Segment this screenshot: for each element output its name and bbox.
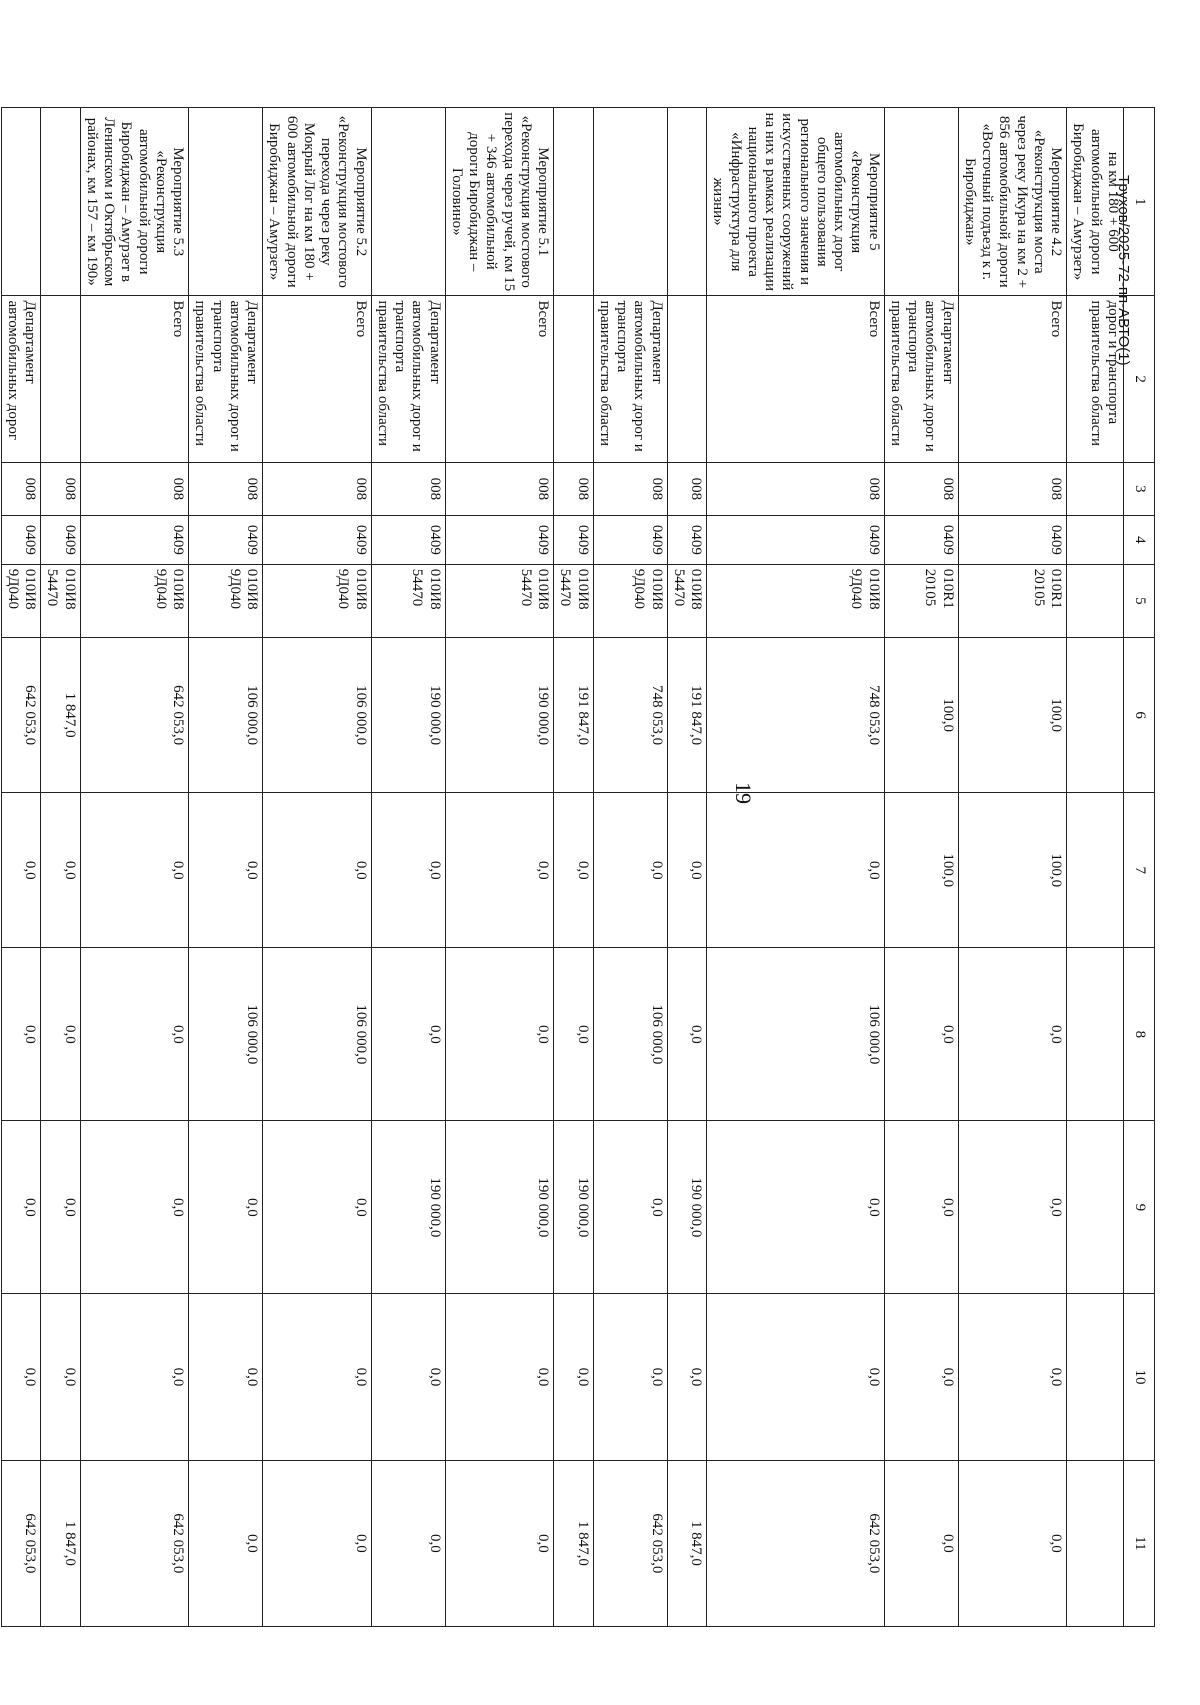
table-cell-col-10: 0,0 <box>1 1294 41 1460</box>
table-row <box>884 108 958 1627</box>
table-cell-col-2: Департамент автомобильных дорог и транспорта правительства области <box>371 296 445 462</box>
budget-table <box>1 107 1155 1627</box>
table-cell-col-4: 0409 <box>41 516 81 565</box>
table-cell-col-10: 0,0 <box>958 1294 1067 1460</box>
table-cell-col-5 <box>1067 564 1124 637</box>
table-cell-col-9: 0,0 <box>189 1121 263 1294</box>
table-cell-col-9: 0,0 <box>958 1121 1067 1294</box>
table-cell-col-2: дорог и транспорта правительства области <box>1067 296 1124 462</box>
table-cell-col-3: 008 <box>958 462 1067 515</box>
table-cell-col-10: 0,0 <box>884 1294 958 1460</box>
table-cell-col-6: 748 053,0 <box>707 637 885 792</box>
page-number: 19 <box>731 782 756 804</box>
table-cell-col-10: 0,0 <box>667 1294 707 1460</box>
table-cell-col-2: Всего <box>80 296 189 462</box>
table-cell-col-4: 0409 <box>667 516 707 565</box>
table-cell-col-10: 0,0 <box>554 1294 594 1460</box>
table-cell-col-11 <box>1067 1460 1124 1626</box>
table-cell-col-4: 0409 <box>80 516 189 565</box>
table-cell-col-2: Департамент автомобильных дорог и транспорта правительства области <box>593 296 667 462</box>
table-cell-col-2: Всего <box>445 296 554 462</box>
table-row <box>445 108 554 1627</box>
table-cell-col-5: 010И8 9Д040 <box>593 564 667 637</box>
table-cell-col-9: 190 000,0 <box>554 1121 594 1294</box>
table-cell-col-6: 100,0 <box>884 637 958 792</box>
table-cell-col-8: 106 000,0 <box>707 948 885 1121</box>
table-cell-col-5: 010И8 54470 <box>445 564 554 637</box>
table-cell-col-1 <box>41 108 81 296</box>
table-cell-col-7: 0,0 <box>263 793 372 948</box>
table-cell-col-11: 642 053,0 <box>1 1460 41 1626</box>
table-row <box>371 108 445 1627</box>
table-cell-col-4 <box>1067 516 1124 565</box>
table-cell-col-7: 0,0 <box>707 793 885 948</box>
table-cell-col-6: 106 000,0 <box>263 637 372 792</box>
table-cell-col-5: 010И8 9Д040 <box>189 564 263 637</box>
column-header-3: 3 <box>1124 462 1155 515</box>
table-cell-col-7: 0,0 <box>554 793 594 948</box>
table-cell-col-3: 008 <box>371 462 445 515</box>
table-cell-col-7: 0,0 <box>80 793 189 948</box>
table-cell-col-4: 0409 <box>445 516 554 565</box>
table-cell-col-2: Всего <box>707 296 885 462</box>
table-cell-col-11: 642 053,0 <box>80 1460 189 1626</box>
table-cell-col-9: 0,0 <box>884 1121 958 1294</box>
table-cell-col-4: 0409 <box>958 516 1067 565</box>
table-cell-col-1 <box>1 108 41 296</box>
table-cell-col-11: 1 847,0 <box>667 1460 707 1626</box>
table-cell-col-2 <box>41 296 81 462</box>
table-cell-col-11: 642 053,0 <box>707 1460 885 1626</box>
table-cell-col-9 <box>1067 1121 1124 1294</box>
table-cell-col-1: Мероприятие 5 «Реконструкция автомобильных дорог общего пользования регионального значения и искусственных сооружений на них в рамках реализации национального проекта «Инфраструктура для жизни» <box>707 108 885 296</box>
table-cell-col-2 <box>667 296 707 462</box>
table-cell-col-3: 008 <box>667 462 707 515</box>
table-cell-col-6: 748 053,0 <box>593 637 667 792</box>
table-cell-col-6: 191 847,0 <box>554 637 594 792</box>
table-cell-col-5: 010И8 9Д040 <box>80 564 189 637</box>
table-cell-col-2: Департамент автомобильных дорог и транспорта правительства области <box>884 296 958 462</box>
table-cell-col-7: 0,0 <box>41 793 81 948</box>
column-header-1: 1 <box>1124 108 1155 296</box>
budget-table-container <box>5 107 1200 1574</box>
table-cell-col-3: 008 <box>554 462 594 515</box>
table-cell-col-5: 010R1 20105 <box>958 564 1067 637</box>
table-cell-col-11: 0,0 <box>445 1460 554 1626</box>
table-cell-col-1: Мероприятие 5.3 «Реконструкция автомобильной дороги Биробиджан – Амурзет в Ленинском и Октябрьском районах, км 157 – км 190» <box>80 108 189 296</box>
table-cell-col-8: 106 000,0 <box>263 948 372 1121</box>
table-cell-col-2 <box>554 296 594 462</box>
table-cell-col-8: 0,0 <box>958 948 1067 1121</box>
table-cell-col-10: 0,0 <box>189 1294 263 1460</box>
table-cell-col-11: 642 053,0 <box>593 1460 667 1626</box>
table-cell-col-9: 0,0 <box>707 1121 885 1294</box>
table-cell-col-5: 010И8 54470 <box>41 564 81 637</box>
table-cell-col-3: 008 <box>884 462 958 515</box>
table-cell-col-4: 0409 <box>1 516 41 565</box>
table-cell-col-5: 010R1 20105 <box>884 564 958 637</box>
table-cell-col-1: Мероприятие 5.1 «Реконструкция мостового перехода через ручей, км 15 + 346 автомобильной дороги Биробиджан – Головино» <box>445 108 554 296</box>
table-cell-col-7: 0,0 <box>593 793 667 948</box>
table-cell-col-11: 0,0 <box>263 1460 372 1626</box>
table-cell-col-8: 0,0 <box>1 948 41 1121</box>
table-row <box>189 108 263 1627</box>
table-cell-col-4: 0409 <box>707 516 885 565</box>
table-cell-col-7: 0,0 <box>445 793 554 948</box>
table-cell-col-11: 0,0 <box>958 1460 1067 1626</box>
table-cell-col-5: 010И8 9Д040 <box>1 564 41 637</box>
table-cell-col-6 <box>1067 637 1124 792</box>
column-header-7: 7 <box>1124 793 1155 948</box>
table-cell-col-8: 0,0 <box>445 948 554 1121</box>
table-cell-col-8: 0,0 <box>554 948 594 1121</box>
table-cell-col-3 <box>1067 462 1124 515</box>
table-cell-col-3: 008 <box>593 462 667 515</box>
table-cell-col-1: на км 180 + 600 автомобильной дороги Биробиджан – Амурзет» <box>1067 108 1124 296</box>
table-cell-col-1 <box>371 108 445 296</box>
table-row <box>707 108 885 1627</box>
table-cell-col-6: 642 053,0 <box>80 637 189 792</box>
table-cell-col-7: 0,0 <box>1 793 41 948</box>
table-cell-col-1 <box>593 108 667 296</box>
column-header-6: 6 <box>1124 637 1155 792</box>
table-row <box>263 108 372 1627</box>
table-cell-col-8: 0,0 <box>80 948 189 1121</box>
table-cell-col-3: 008 <box>1 462 41 515</box>
header-row <box>1124 108 1155 1627</box>
table-cell-col-6: 190 000,0 <box>371 637 445 792</box>
table-row <box>958 108 1067 1627</box>
table-cell-col-9: 190 000,0 <box>667 1121 707 1294</box>
table-cell-col-9: 0,0 <box>1 1121 41 1294</box>
table-cell-col-11: 0,0 <box>371 1460 445 1626</box>
table-cell-col-6: 642 053,0 <box>1 637 41 792</box>
table-cell-col-7: 0,0 <box>667 793 707 948</box>
table-row <box>1067 108 1124 1627</box>
column-header-11: 11 <box>1124 1460 1155 1626</box>
table-cell-col-10: 0,0 <box>593 1294 667 1460</box>
table-cell-col-1: Мероприятие 4.2 «Реконструкция моста через реку Икура на км 2 + 856 автомобильной дороги «Восточный подъезд к г. Биробиджан» <box>958 108 1067 296</box>
table-cell-col-4: 0409 <box>371 516 445 565</box>
table-cell-col-8: 0,0 <box>371 948 445 1121</box>
table-cell-col-7: 0,0 <box>371 793 445 948</box>
table-cell-col-8: 0,0 <box>884 948 958 1121</box>
table-row <box>1 108 41 1627</box>
table-cell-col-2: Всего <box>263 296 372 462</box>
table-row <box>80 108 189 1627</box>
table-cell-col-8 <box>1067 948 1124 1121</box>
table-cell-col-10 <box>1067 1294 1124 1460</box>
table-cell-col-9: 190 000,0 <box>371 1121 445 1294</box>
table-cell-col-8: 0,0 <box>667 948 707 1121</box>
table-cell-col-4: 0409 <box>189 516 263 565</box>
table-cell-col-1 <box>884 108 958 296</box>
table-cell-col-4: 0409 <box>554 516 594 565</box>
table-cell-col-11: 0,0 <box>189 1460 263 1626</box>
table-cell-col-9: 0,0 <box>593 1121 667 1294</box>
table-row <box>554 108 594 1627</box>
table-cell-col-5: 010И8 9Д040 <box>707 564 885 637</box>
table-cell-col-9: 0,0 <box>263 1121 372 1294</box>
table-cell-col-11: 1 847,0 <box>554 1460 594 1626</box>
table-cell-col-6: 106 000,0 <box>189 637 263 792</box>
table-cell-col-10: 0,0 <box>41 1294 81 1460</box>
column-header-2: 2 <box>1124 296 1155 462</box>
column-header-10: 10 <box>1124 1294 1155 1460</box>
table-cell-col-3: 008 <box>189 462 263 515</box>
column-header-9: 9 <box>1124 1121 1155 1294</box>
column-header-8: 8 <box>1124 948 1155 1121</box>
table-cell-col-6: 1 847,0 <box>41 637 81 792</box>
table-cell-col-7 <box>1067 793 1124 948</box>
table-cell-col-1: Мероприятие 5.2 «Реконструкция мостового перехода через реку Мокрый Лог на км 180 + 600 автомобильной дороги Биробиджан – Амурзет» <box>263 108 372 296</box>
table-cell-col-3: 008 <box>41 462 81 515</box>
table-cell-col-9: 190 000,0 <box>445 1121 554 1294</box>
table-cell-col-5: 010И8 9Д040 <box>263 564 372 637</box>
table-cell-col-3: 008 <box>263 462 372 515</box>
table-row <box>41 108 81 1627</box>
column-header-4: 4 <box>1124 516 1155 565</box>
table-cell-col-11: 1 847,0 <box>41 1460 81 1626</box>
table-cell-col-8: 106 000,0 <box>189 948 263 1121</box>
table-cell-col-4: 0409 <box>263 516 372 565</box>
table-cell-col-6: 100,0 <box>958 637 1067 792</box>
table-cell-col-6: 190 000,0 <box>445 637 554 792</box>
table-cell-col-7: 100,0 <box>884 793 958 948</box>
table-cell-col-10: 0,0 <box>80 1294 189 1460</box>
table-cell-col-2: Департамент автомобильных дорог <box>1 296 41 462</box>
table-cell-col-10: 0,0 <box>707 1294 885 1460</box>
table-cell-col-7: 0,0 <box>189 793 263 948</box>
table-cell-col-9: 0,0 <box>41 1121 81 1294</box>
table-cell-col-3: 008 <box>707 462 885 515</box>
table-cell-col-8: 0,0 <box>41 948 81 1121</box>
table-cell-col-9: 0,0 <box>80 1121 189 1294</box>
table-cell-col-3: 008 <box>80 462 189 515</box>
table-cell-col-1 <box>667 108 707 296</box>
table-cell-col-5: 010И8 54470 <box>667 564 707 637</box>
table-cell-col-1 <box>189 108 263 296</box>
table-row <box>593 108 667 1627</box>
table-cell-col-4: 0409 <box>593 516 667 565</box>
table-cell-col-10: 0,0 <box>371 1294 445 1460</box>
table-cell-col-8: 106 000,0 <box>593 948 667 1121</box>
table-cell-col-5: 010И8 54470 <box>371 564 445 637</box>
table-cell-col-2: Департамент автомобильных дорог и транспорта правительства области <box>189 296 263 462</box>
document-code: Трухов/2025-72-пп-АВТО(1) <box>1115 175 1132 366</box>
table-cell-col-11: 0,0 <box>884 1460 958 1626</box>
table-row <box>667 108 707 1627</box>
table-cell-col-7: 100,0 <box>958 793 1067 948</box>
table-cell-col-1 <box>554 108 594 296</box>
table-cell-col-6: 191 847,0 <box>667 637 707 792</box>
table-cell-col-3: 008 <box>445 462 554 515</box>
table-cell-col-4: 0409 <box>884 516 958 565</box>
column-header-5: 5 <box>1124 564 1155 637</box>
table-cell-col-2: Всего <box>958 296 1067 462</box>
table-cell-col-5: 010И8 54470 <box>554 564 594 637</box>
table-cell-col-10: 0,0 <box>445 1294 554 1460</box>
table-cell-col-10: 0,0 <box>263 1294 372 1460</box>
